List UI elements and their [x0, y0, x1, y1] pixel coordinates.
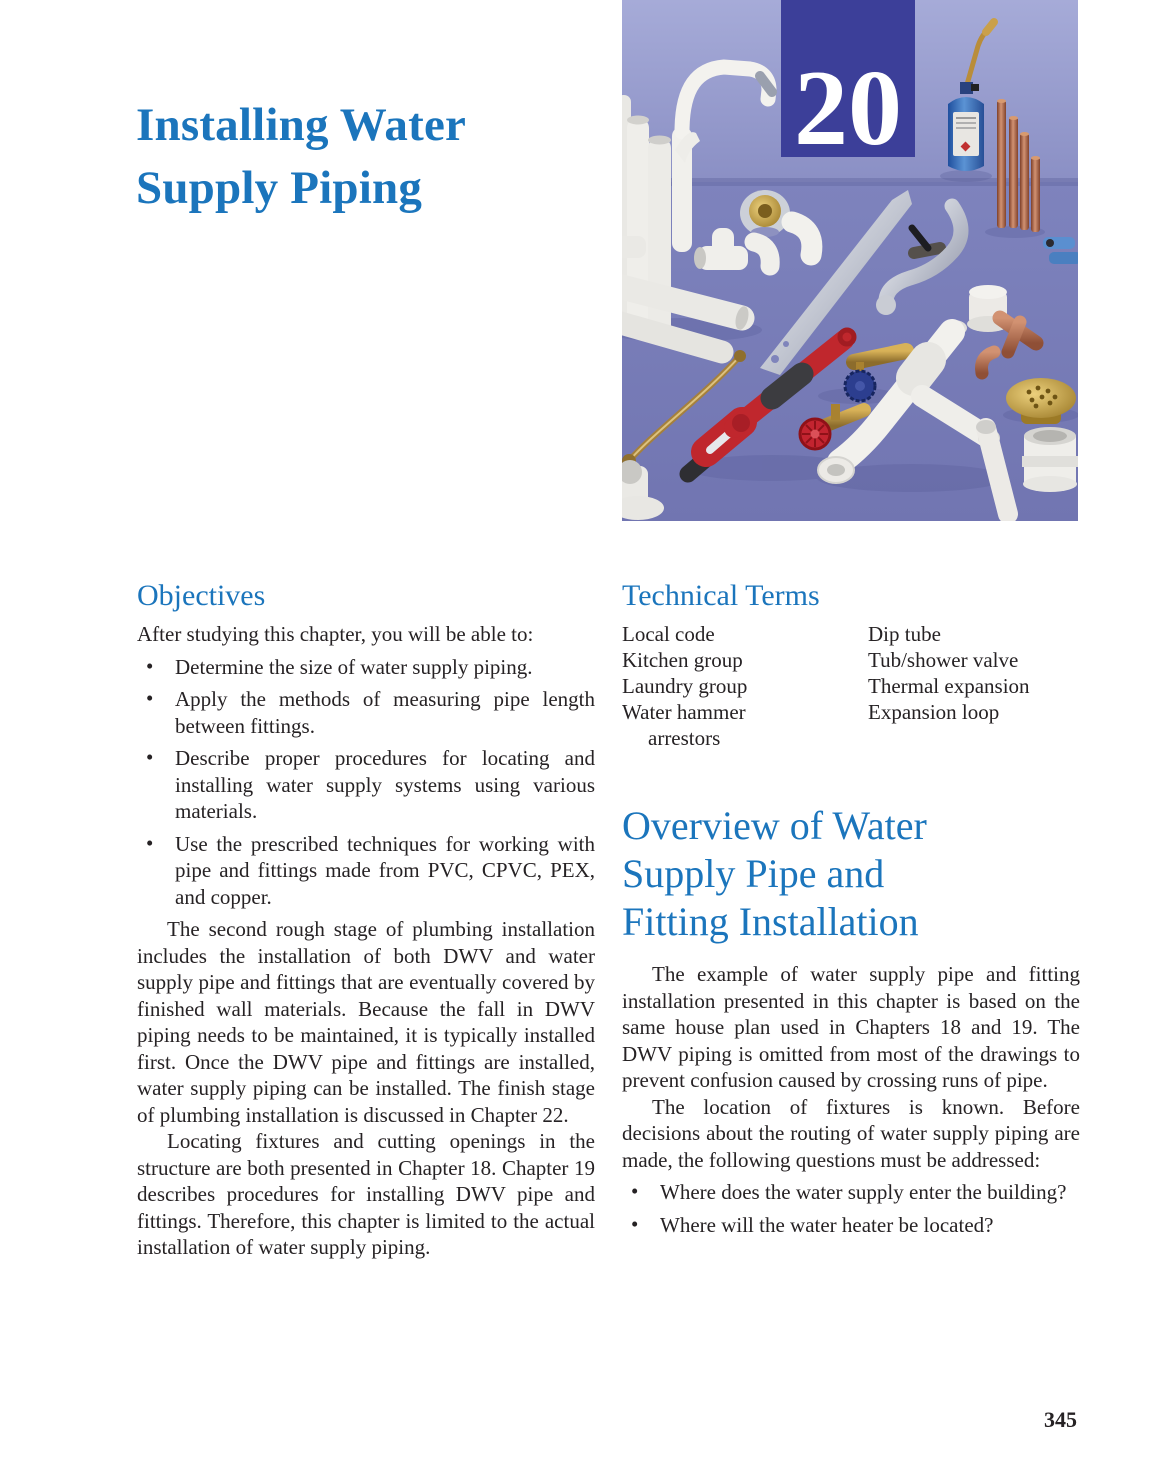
body-paragraph: The example of water supply pipe and fitting installation presented in this chapter is based on the same house plan used in Chapters 18 and 19. The DWV piping is omitted from most of the drawings to prevent confusion caused by crossing runs of pipe. — [622, 962, 1080, 1092]
technical-term: Dip tube — [868, 622, 941, 646]
technical-terms-column-2 — [868, 621, 1080, 751]
objectives-section — [137, 578, 595, 1261]
technical-term: Laundry group — [622, 674, 748, 698]
technical-term: Thermal expansion — [868, 674, 1030, 698]
objective-item: • Determine the size of water supply piping. — [137, 654, 595, 681]
overview-question: • Where does the water supply enter the building? — [622, 1179, 1080, 1206]
overview-question-list — [622, 1179, 1080, 1238]
chapter-number: 20 — [794, 49, 902, 168]
overview-heading-line: Supply Pipe and — [622, 851, 885, 896]
technical-term: Kitchen group — [622, 648, 743, 672]
overview-heading-line: Fitting Installation — [622, 899, 919, 944]
technical-term: Tub/shower valve — [868, 648, 1019, 672]
objective-item: • Apply the methods of measuring pipe length between fittings. — [137, 686, 595, 739]
pvc-adapter — [1022, 427, 1078, 492]
technical-term: Water hammer arrestors — [622, 700, 746, 750]
body-paragraph: Locating fixtures and cutting openings in the structure are both presented in Chapter 18. Chapter 19 describes procedures for installing DWV pipe and fittings. Therefore, this chapter is limited to the actual installation of water supply piping. — [137, 1129, 595, 1259]
objectives-heading: Objectives — [137, 579, 266, 612]
overview-heading — [622, 802, 1080, 946]
body-paragraph: The location of fixtures is known. Before decisions about the routing of water supply piping are made, the following questions must be addressed: — [622, 1094, 1080, 1172]
overview-question: • Where will the water heater be located? — [622, 1212, 1080, 1239]
chapter-opener-photo — [622, 0, 1078, 521]
chapter-title-line: Supply Piping — [136, 162, 423, 214]
chapter-title — [136, 94, 616, 220]
page-number: 345 — [1044, 1407, 1077, 1432]
overview-heading-line: Overview of Water — [622, 803, 927, 848]
chapter-title-lines — [136, 94, 616, 220]
objective-item: • Describe proper procedures for locating and installing water supply systems using various materials. — [137, 745, 595, 825]
chapter-title-line: Installing Water — [136, 99, 467, 151]
body-paragraph: The second rough stage of plumbing installation includes the installation of both DWV and water supply pipe and fittings that are eventually covered by finished wall materials. Because the fall in DWV piping needs to be maintained, it is typically installed first. Once the DWV pipe and fittings are installed, water supply piping can be installed. The finish stage of plumbing installation is discussed in Chapter 22. — [137, 917, 595, 1127]
technical-term: Expansion loop — [868, 700, 1000, 724]
right-column — [622, 578, 1080, 1244]
overview-paragraphs — [622, 961, 1080, 1173]
intro-paragraphs — [137, 916, 595, 1261]
chapter-number-badge — [781, 0, 915, 168]
objectives-intro: After studying this chapter, you will be able to: — [137, 622, 534, 646]
technical-terms-list — [622, 621, 1080, 751]
technical-terms-column-1 — [622, 621, 822, 751]
objective-item: • Use the prescribed techniques for working with pipe and fittings made from PVC, CPVC, PEX, and copper. — [137, 831, 595, 911]
objectives-list — [137, 654, 595, 911]
technical-term: Local code — [622, 622, 715, 646]
technical-terms-heading: Technical Terms — [622, 579, 820, 612]
